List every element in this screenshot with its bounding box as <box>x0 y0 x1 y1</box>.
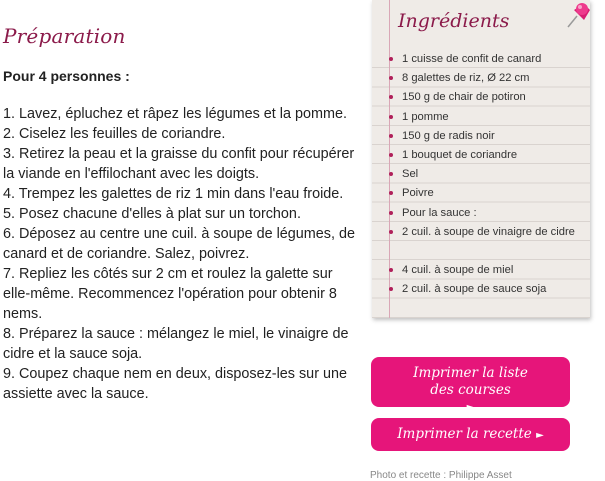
bullet-icon <box>389 287 393 291</box>
bullet-icon <box>389 134 393 138</box>
ingredients-title: Ingrédients <box>398 10 510 32</box>
ingredient-item: Sel <box>372 165 590 184</box>
ingredient-item: 1 bouquet de coriandre <box>372 146 590 165</box>
step-item: 5. Posez chacune d'elles à plat sur un torchon. <box>3 206 301 222</box>
ingredient-item: Poivre <box>372 184 590 203</box>
bullet-icon <box>389 230 393 234</box>
bullet-icon <box>389 268 393 272</box>
print-list-label-line2: des courses ► <box>371 382 570 416</box>
bullet-icon <box>389 76 393 80</box>
step-item: 3. Retirez la peau et la graisse du confit pour récupérer la viande en l'effilochant avec les doigts. <box>3 146 355 182</box>
step-item: 1. Lavez, épluchez et râpez les légumes et la pomme. <box>3 106 347 122</box>
step-item: 4. Trempez les galettes de riz 1 min dans l'eau froide. <box>3 186 344 202</box>
ingredients-list <box>372 50 590 299</box>
ingredient-item: Pour la sauce : <box>372 204 590 223</box>
step-item: 7. Repliez les côtés sur 2 cm et roulez la galette sur elle-même. Recommencez l'opération pour obtenir 8 nems. <box>3 266 337 322</box>
bullet-icon <box>389 211 393 215</box>
bullet-icon <box>389 191 393 195</box>
steps-list <box>3 104 355 404</box>
servings-label: Pour 4 personnes : <box>3 68 130 84</box>
ingredients-card <box>372 0 590 318</box>
bullet-icon <box>389 57 393 61</box>
photo-credits: Photo et recette : Philippe Asset <box>370 470 512 481</box>
bullet-icon <box>389 153 393 157</box>
print-shopping-list-button[interactable] <box>371 357 570 413</box>
ingredient-item: 2 cuil. à soupe de sauce soja <box>372 280 590 299</box>
print-recipe-button[interactable]: Imprimer la recette ► <box>371 418 570 451</box>
ingredient-item: 8 galettes de riz, Ø 22 cm <box>372 69 590 88</box>
ingredient-item: 150 g de radis noir <box>372 127 590 146</box>
bullet-icon <box>389 115 393 119</box>
ingredient-item: 150 g de chair de potiron <box>372 88 590 107</box>
ingredient-item: 4 cuil. à soupe de miel <box>372 261 590 280</box>
arrow-right-icon: ► <box>536 430 544 441</box>
ingredient-item: 1 cuisse de confit de canard <box>372 50 590 69</box>
preparation-title: Préparation <box>3 24 126 48</box>
step-item: 9. Coupez chaque nem en deux, disposez-les sur une assiette avec la sauce. <box>3 366 347 402</box>
ingredient-item: 1 pomme <box>372 108 590 127</box>
push-pin-icon <box>562 0 594 30</box>
step-item: 2. Ciselez les feuilles de coriandre. <box>3 126 226 142</box>
arrow-right-icon: ► <box>466 402 475 413</box>
bullet-icon <box>389 95 393 99</box>
print-list-label-line1: Imprimer la liste <box>413 365 528 381</box>
step-item: 6. Déposez au centre une cuil. à soupe de légumes, de canard et de coriandre. Salez, poivrez. <box>3 226 356 262</box>
bullet-icon <box>389 172 393 176</box>
step-item: 8. Préparez la sauce : mélangez le miel, le vinaigre de cidre et la sauce soja. <box>3 326 349 362</box>
ingredient-item: 2 cuil. à soupe de vinaigre de cidre <box>372 223 590 261</box>
